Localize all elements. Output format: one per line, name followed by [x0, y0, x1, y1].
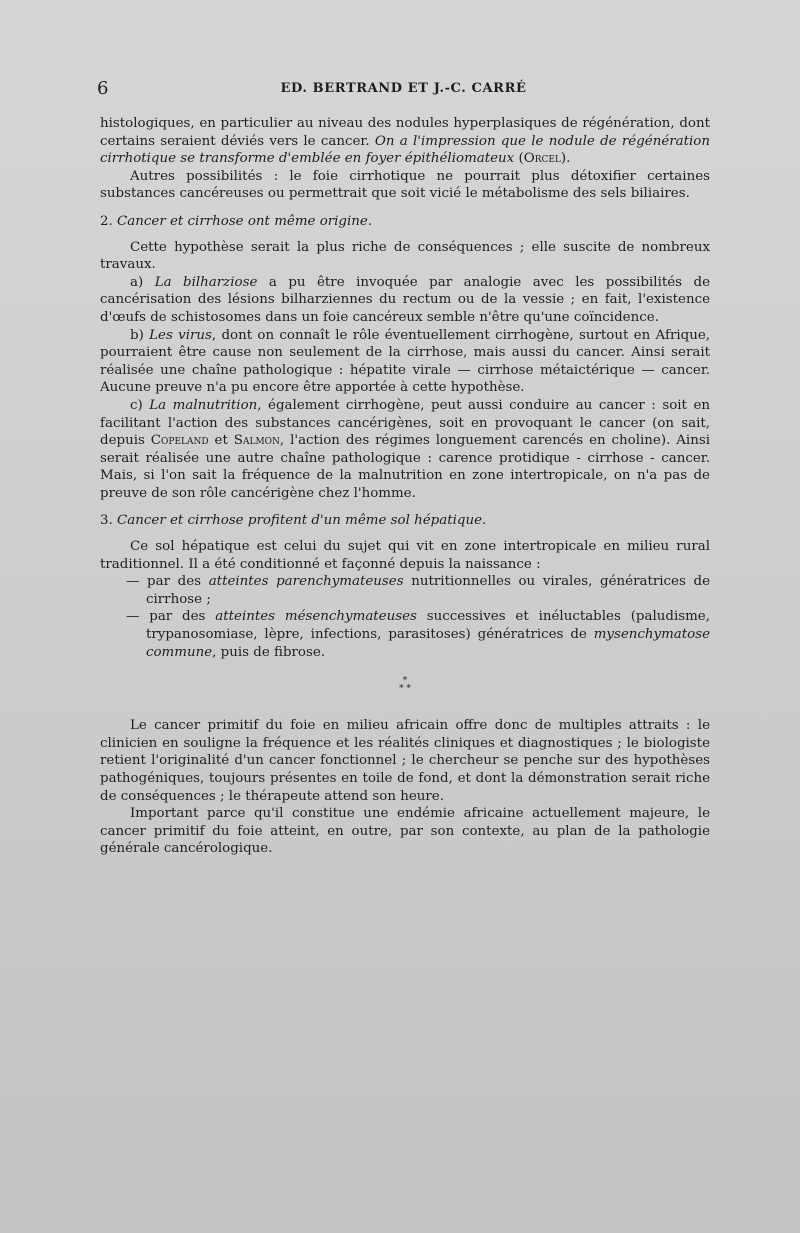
paragraph-important: Important parce qu'il constitue une endémie africaine actuellement majeure, le cancer primitif du foie atteint, en outre, par son contexte, au plan de la pathologie générale cancérologique. [100, 806, 710, 857]
text-run: nutritionnelles ou virales, génératrices de cirrhose ; [146, 574, 710, 607]
running-head: ED. BERTRAND ET J.-C. CARRÉ [280, 81, 527, 96]
paragraph-autres-possibilites: Autres possibilités : le foie cirrhotique ne pourrait plus détoxifier certaines substances cancéreuses ou permettrait que soit vicié le métabolisme des sels biliaires. [100, 168, 710, 202]
italic-term: atteintes parenchymateuses [208, 574, 404, 590]
item-letter: c) [130, 397, 150, 413]
italic-term: atteintes mésenchymateuses [215, 609, 417, 625]
section-title: Cancer et cirrhose profitent d'un même sol hépatique. [117, 513, 487, 529]
text-run: , l'action des régimes longuement carencés en choline). Ainsi serait réalisée une autre chaîne pathologique : carence protidique - cirrhose - cancer. Mais, si l'on sait la fréquence de la malnutrition en zone intertropicale, on n'a pas de preuve de son rôle cancérigène chez l'homme. [100, 433, 710, 501]
list-item-parenchymateuses [100, 573, 710, 608]
text-run: ( [514, 151, 524, 167]
page-header [97, 78, 710, 100]
text-run: , également cirrhogène, peut aussi conduire au cancer : soit en facilitant l'action des substances cancérigènes, soit en provoquant le cancer (on sait, depuis [100, 397, 710, 449]
item-letter: a) [130, 274, 155, 290]
author-name: Orcel [523, 151, 561, 167]
list-item-mesenchymateuses [100, 608, 710, 661]
italic-quote: On a l'impression que le nodule de régénération cirrhotique se transforme d'emblée en foyer épithéliomateux [100, 133, 710, 167]
italic-term: Les virus [149, 327, 212, 343]
text-run: et [208, 433, 234, 449]
paragraph-virus [100, 327, 710, 397]
text-run: — par des [126, 609, 216, 625]
italic-term: La malnutrition [149, 397, 258, 413]
section-number: 2. [100, 213, 118, 229]
paragraph-hypothese: Cette hypothèse serait la plus riche de conséquences ; elle suscite de nombreux travaux. [100, 239, 710, 273]
paragraph-conclusion: Le cancer primitif du foie en milieu africain offre donc de multiples attraits : le clinicien en souligne la fréquence et les réalités cliniques et diagnostiques ; le biologiste retient l'originalité d'un cancer fonctionnel ; le chercheur se penche sur des hypothèses pathogéniques, toujours présentes en toile de fond, et dont la démonstration serait riche de conséquences ; le thérapeute attend son heure. [100, 718, 710, 804]
asterism-bottom: * * [399, 684, 411, 695]
asterism-top: * [402, 676, 408, 687]
section-heading-3 [100, 512, 710, 530]
section-title: Cancer et cirrhose ont même origine. [117, 213, 373, 229]
text-run: , dont on connaît le rôle éventuellement cirrhogène, surtout en Afrique, pourraient être cause non seulement de la cirrhose, mais aussi du cancer. Ainsi serait réalisée une chaîne pathologique : hépatite virale — cirrhose métaictérique — cancer. Aucune preuve n'a pu encore être apportée à cette hypothèse. [100, 327, 710, 396]
page-number: 6 [97, 78, 109, 99]
paragraph-sol-hepatique: Ce sol hépatique est celui du sujet qui vit en zone intertropicale en milieu rural traditionnel. Il a été conditionné et façonné depuis la naissance : [100, 539, 710, 572]
paragraph-histologiques [100, 115, 710, 168]
section-heading-2 [100, 213, 710, 231]
item-letter: b) [130, 327, 150, 343]
text-run: histologiques, en particulier au niveau des nodules hyperplasiques de régénération, dont certains seraient déviés vers le cancer. [100, 116, 710, 149]
section-number: 3. [100, 513, 118, 529]
text-run: , puis de fibrose. [212, 644, 326, 660]
text-run: a pu être invoquée par analogie avec les possibilités de cancérisation des lésions bilharziennes du rectum ou de la vessie ; en fait, l'existence d'œufs de schistosomes dans un foie cancéreux semble n'être qu'une coïncidence. [100, 274, 710, 325]
text-run: successives et inéluctables (paludisme, trypanosomiase, lèpre, infections, parasitoses) génératrices de [146, 609, 710, 643]
author-name: Copeland [150, 433, 209, 449]
author-name: Salmon [233, 433, 280, 449]
asterism-separator [100, 677, 710, 693]
paragraph-bilharziose [100, 274, 710, 327]
body-text [100, 115, 710, 858]
italic-term: La bilharziose [154, 274, 258, 290]
text-run: — par des [126, 574, 209, 590]
text-run: ). [560, 151, 571, 167]
italic-term: mysenchymatose commune [146, 627, 710, 660]
paragraph-malnutrition [100, 397, 710, 503]
